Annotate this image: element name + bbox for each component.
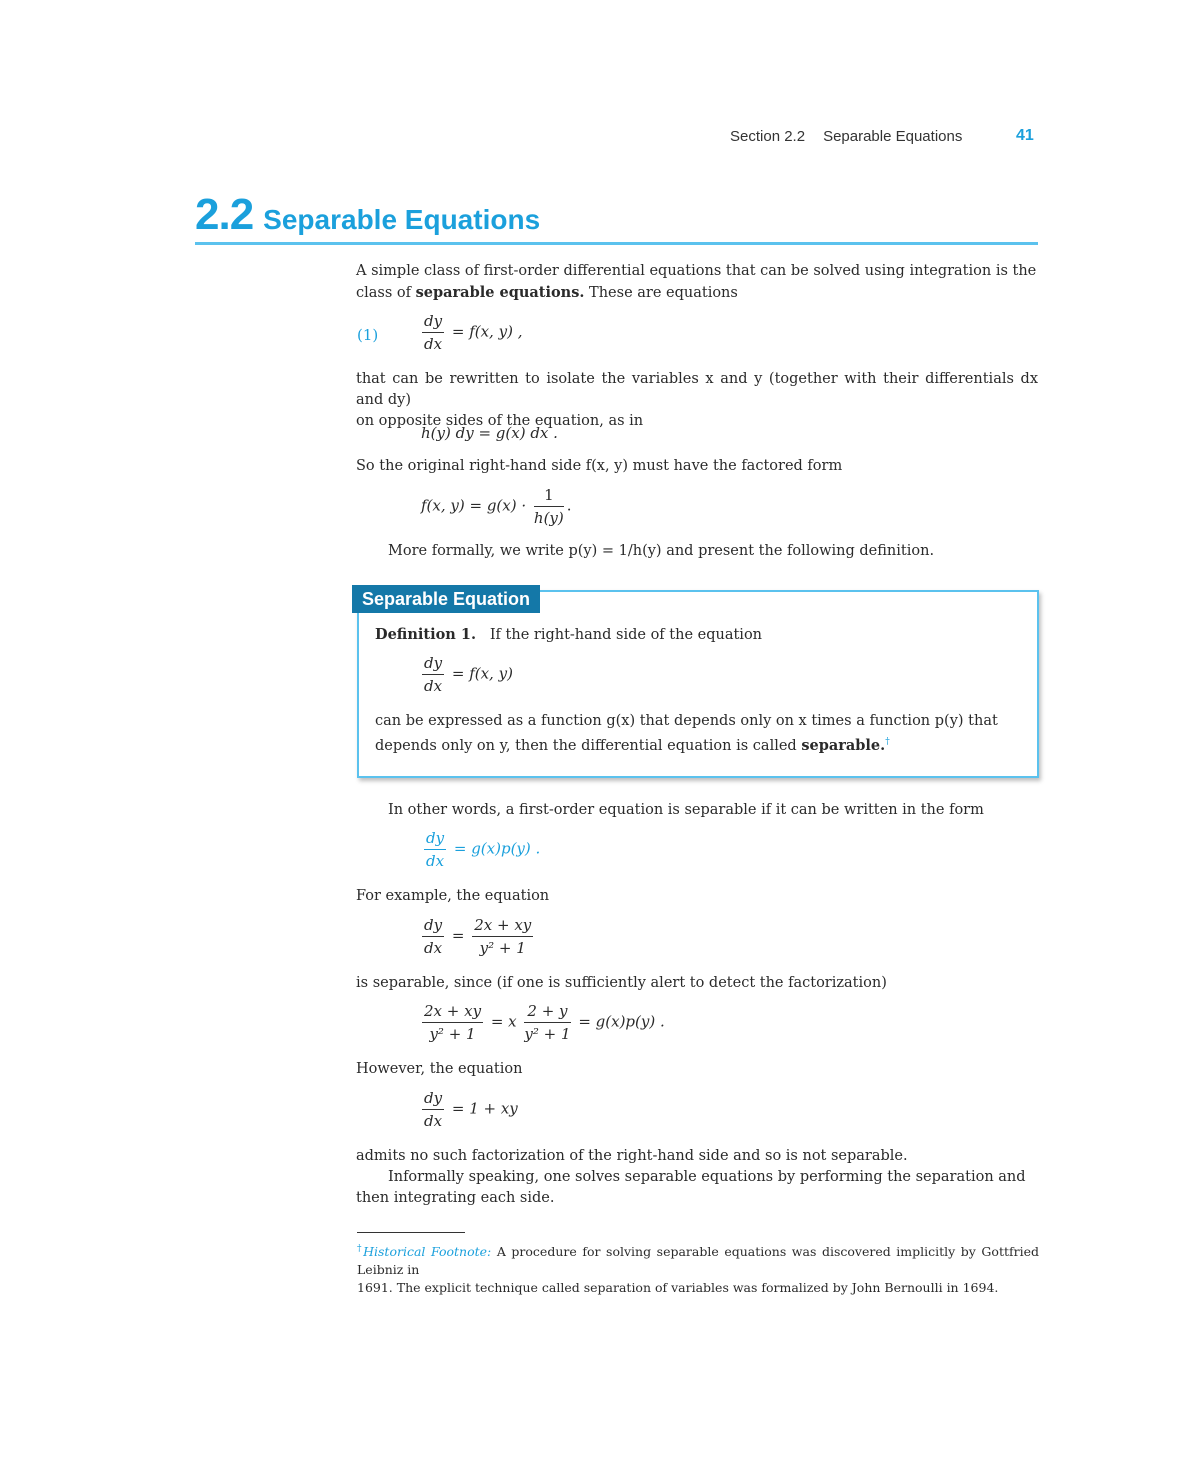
equation-separable-form: $\frac{dy}{dx}$ = g(x)p(y) . bbox=[426, 829, 541, 870]
paragraph-6: For example, the equation bbox=[356, 888, 550, 904]
footnote-label: Historical Footnote: bbox=[363, 1244, 492, 1260]
definition-equation: $\frac{dy}{dx}$ = f(x, y) bbox=[424, 654, 513, 695]
intro-line-1: A simple class of first-order differential equations that can be solved using integration is the bbox=[356, 263, 1037, 279]
paragraph-5: In other words, a first-order equation is separable if it can be written in the form bbox=[388, 802, 984, 818]
one-over-h-fraction: $\frac{1}{h(y)}$ bbox=[533, 486, 564, 527]
definition-line-1: Definition 1. If the right-hand side of the equation bbox=[375, 626, 763, 643]
paragraph-3: So the original right-hand side f(x, y) must have the factored form bbox=[356, 458, 843, 474]
definition-box-label: Separable Equation bbox=[352, 585, 540, 613]
equation-factorization: $\frac{2x + xy}{\text{y² + 1}}$ = x $\frac{2 + y}{\text{y² + 1}}$ = g(x)p(y) . bbox=[424, 1002, 665, 1043]
page-number: 41 bbox=[1016, 127, 1034, 144]
equation-number: (1) bbox=[357, 326, 379, 344]
equation-non-separable: $\frac{dy}{dx}$ = 1 + xy bbox=[424, 1089, 518, 1130]
dy-dx-fraction: $\frac{dy}{dx}$ bbox=[424, 312, 443, 353]
paragraph-8: However, the equation bbox=[356, 1061, 523, 1077]
definition-body: can be expressed as a function g(x) that depends only on x times a function p(y) that depends only on y, then the differential equation is called separable.† bbox=[375, 713, 998, 754]
paragraph-4: More formally, we write p(y) = 1/h(y) and present the following definition. bbox=[388, 543, 935, 559]
intro-line-2: class of separable equations. These are equations bbox=[356, 284, 738, 301]
section-number: 2.2 bbox=[195, 190, 254, 239]
heading-rule bbox=[195, 242, 1038, 245]
footnote-marker[interactable]: † bbox=[885, 737, 890, 747]
footnote-rule bbox=[357, 1232, 465, 1233]
separable-equations-term: separable equations. bbox=[415, 284, 585, 301]
paragraph-7: is separable, since (if one is sufficiently alert to detect the factorization) bbox=[356, 975, 887, 991]
running-header bbox=[730, 128, 962, 145]
section-heading bbox=[195, 190, 540, 240]
equation-1: $\frac{dy}{dx}$ = f(x, y) , bbox=[424, 312, 523, 353]
paragraph-9: admits no such factorization of the right-hand side and so is not separable. Informally speaking, one solves separable equations by performing the separation and then integrating each side. bbox=[356, 1148, 1026, 1206]
running-section-label: Section 2.2 bbox=[730, 128, 806, 145]
running-section-name: Separable Equations bbox=[823, 128, 963, 145]
separable-term: separable. bbox=[801, 736, 886, 754]
equation-3: f(x, y) = g(x) · $\frac{1}{h(y)}$ . bbox=[421, 486, 572, 527]
paragraph-2: that can be rewritten to isolate the variables x and y (together with their differentials dx and dy) on opposite sides of the equation, as in bbox=[356, 371, 1038, 429]
footnote: †Historical Footnote: A procedure for solving separable equations was discovered implicitly by Gottfried Leibniz in 1691. The explicit technique called separation of variables was formalized by John Bernoulli in 1694. bbox=[357, 1244, 1039, 1296]
section-title: Separable Equations bbox=[263, 204, 541, 235]
intro-paragraph bbox=[356, 261, 1038, 304]
equation-example: $\frac{dy}{dx}$ = $\frac{2x + xy}{\text{y² + 1}}$ bbox=[424, 916, 532, 957]
definition-heading: Definition 1. bbox=[375, 626, 476, 643]
equation-2: h(y) dy = g(x) dx . bbox=[421, 424, 558, 442]
